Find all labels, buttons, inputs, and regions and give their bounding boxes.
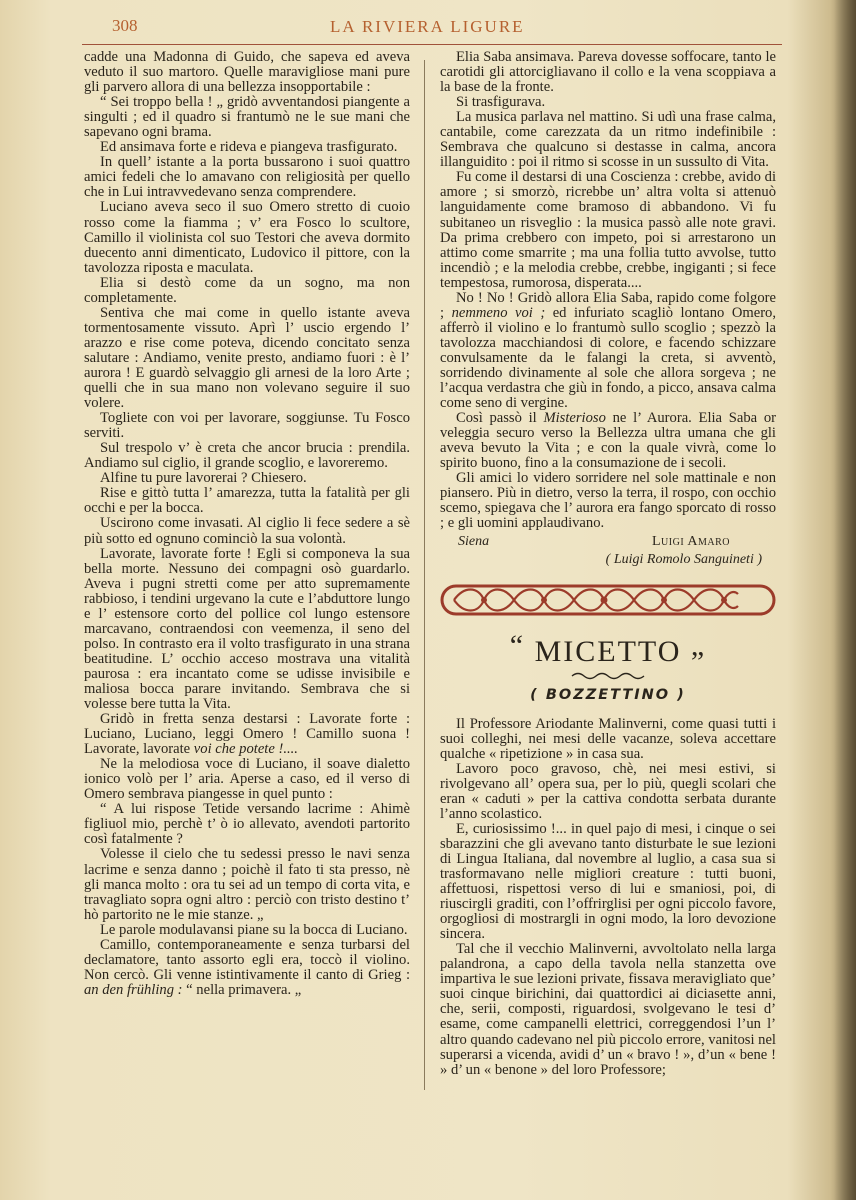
flourish-graphic (568, 670, 648, 682)
paragraph: Ne la melodiosa voce di Luciano, il soave dialetto ionico volò per l’ aria. Aperse a caso, ed il verso di Omero sembrava piangesse in quel punto : (84, 756, 410, 803)
paragraph: Si trasfigurava. (456, 94, 546, 111)
text-run: ne l’ Aurora. Elia Saba or veleggia securo verso la Bellezza ultra umana che gli aveva bevuto la Vita ; e con la quale vivrà, come lo spirito buono, fino a la consumazione de i secoli. (440, 410, 776, 472)
header-rule (82, 44, 782, 45)
article-subtitle: ( BOZZETTINO ) (530, 686, 686, 703)
page-header (0, 14, 856, 44)
text-run: Camillo, contemporaneamente e senza turbarsi del declamatore, tanto assorto egli era, toccò il violino. Non cercò. Gli venne istintivamente il canto di Grieg : (84, 936, 410, 983)
article-title-text: MICETTO (534, 634, 682, 668)
paragraph: Tal che il vecchio Malinverni, avvoltolato nella larga palandrona, a capo della tavola nella stanzetta ove impartiva le sue lezioni private, fissava meravigliato que’ suoi cinque birichini, dai quattordici ai diciasette anni, che, serii, composti, riguardosi, svolgevano le tesi d’ esame, come campanelli elettrici, correggendosi l’un l’ altro quando cadevano nel più piccolo errore, vanitosi nel superarsi a vicenda, avidi d’ un « bravo ! », d’un « bene ! » d’ un « benone » del loro Professore; (440, 941, 776, 1078)
italic-run: nemmeno voi ; (451, 304, 546, 321)
signoff (440, 534, 776, 574)
right-column (440, 50, 776, 1078)
paragraph: Uscirono come invasati. Al ciglio li fece sedere a sè più sotto ed ognuno cominciò la sua volontà. (84, 515, 410, 547)
paragraph: Togliete con voi per lavorare, soggiunse. Tu Fosco serviti. (84, 410, 410, 442)
paragraph: Il Professore Ariodante Malinverni, come quasi tutti i suoi colleghi, nei mesi delle vacanze, soleva accettare qualche « ripetizione » in casa sua. (440, 715, 776, 762)
page-number: 308 (112, 16, 138, 35)
column-divider (424, 60, 425, 1090)
paragraph: Lavorate, lavorate forte ! Egli si componeva la sua bella morte. Nessuno dei compagni osò guardarlo. Aveva i pugni stretti come per atto supremamente rabbioso, i tendini urgevano la cute e l’abduttore lungo e l’ estensore corto del pollice col lungo estensore marcavano, contraendosi con veemenza, il seno del polso. In contrasto era il volto trasfigurato in una strana beatitudine. L’ occhio acceso mostrava una vitalità paurosa : era incantato come se udisse invisibile e maliosa bocca parare invitando. Sembrava che si volesse bere tutta la Vita. (84, 545, 410, 713)
running-title: LA RIVIERA LIGURE (330, 17, 525, 36)
paragraph: “ Sei troppo bella ! „ gridò avventandosi piangente a singulti ; ed il quadro si frantumò ne le sue mani che sapevano ogni brama. (84, 94, 410, 141)
paragraph (84, 712, 410, 757)
paragraph: Sul trespolo v’ è creta che ancor brucia : prendila. Andiamo sul ciglio, il grande scoglio, e lavoreremo. (84, 440, 410, 472)
paragraph: Sentiva che mai come in quello istante aveva tormentosamente vissuto. Aprì l’ uscio ergendo l’ arazzo e rise come poteva, dicendo concitato senza salutare : Andiamo, venite presto, andiamo fuori : è l’ aurora ! E guardò selvaggio gli arnesi de la loro Arte ; quelli che in sua mano non volevano seguire il suo volere. (84, 304, 410, 412)
ornament-divider-graphic (440, 582, 776, 618)
paragraph: Elia si destò come da un sogno, ma non completamente. (84, 274, 410, 306)
signoff-pseudonym: ( Luigi Romolo Sanguineti ) (605, 551, 762, 567)
title-flourish (440, 670, 776, 684)
open-quote: “ (509, 628, 526, 662)
paragraph: Gli amici lo videro sorridere nel sole mattinale e non piansero. Più in dietro, verso la terra, il rospo, con occhio scemo, spiegava che l’ aurora era fango sporcato di rosso ; e gli uomini applaudivano. (440, 470, 776, 532)
paragraph (84, 938, 410, 998)
paragraph: E, curiosissimo !... in quel pajo di mesi, i cinque o sei sbarazzini che gli avevano tanto disturbate le sue lezioni di Lingua Italiana, dal novembre al luglio, a casa sua si trasformavano nelle migliori creature : tutti buoni, affettuosi, rispettosi verso di lui e smaniosi, poi, di riuscirgli graditi, con l’offrirglisi per ogni piccolo favore, orgogliosi di mostrargli in ogni modo, la loro devozione sincera. (440, 820, 776, 943)
signoff-place: Siena (458, 533, 490, 549)
italic-run: voi che potete !.... (193, 741, 298, 758)
paragraph (440, 411, 776, 471)
paragraph: Lavoro poco gravoso, chè, nei mesi estivi, si rivolgevano all’ opera sua, per lo più, quegli scolari che eran « caduti » per la cattiva condotta serbata durante l’anno scolastico. (440, 760, 776, 822)
close-quote: „ (690, 628, 707, 662)
paragraph: cadde una Madonna di Guido, che sapeva ed aveva veduto il suo martoro. Quelle maravigliose mani pure gli parvero allora di una bellezza insopportabile : (84, 49, 410, 96)
text-run: No ! No ! Gridò allora Elia Saba, rapido come folgore ; (440, 289, 776, 321)
text-run: Gridò in fretta senza destarsi : Lavorate forte : Luciano, Luciano, leggi Omero ! Camillo suona ! Lavorate, lavorate (84, 711, 410, 758)
text-run: “ nella primavera. „ (182, 981, 302, 998)
ornament-divider (440, 582, 776, 618)
left-column (84, 50, 410, 998)
paragraph: Ed ansimava forte e rideva e piangeva trasfigurato. (100, 139, 398, 156)
text-run: ed infuriato scagliò lontano Omero, afferrò il violino e lo frantumò sullo scoglio ; spezzò la tavolozza macchiandosi di colore, e facendo schizzare convulsamente da le falangi la creta, si avventò, sorridendo divinamente al sole che allora sorgeva ; ne l’acqua verdastra che giù in fondo, a picco, ansava calma come seno di vergine. (440, 304, 776, 412)
paragraph: Luciano aveva seco il suo Omero stretto di cuoio rosso come la fiamma ; v’ era Fosco lo scultore, Camillo il violinista col suo Testori che aveva dormito duecento anni dimenticato, Ludovico il pittore, con la tavolozza riposta e maculata. (84, 199, 410, 276)
italic-run: an den frühling : (84, 981, 183, 998)
paragraph: Fu come il destarsi di una Coscienza : crebbe, avido di amore ; si smorzò, ricrebbe un’ altra volta si attenuò languidamente come bramoso di abbandono. Vi fu subitaneo un risveglio : la musica passò alle note gravi. Da prima crebbero con impeto, poi si arrestarono un attimo come smarrite ; ma una follia tutto avvolse, tutto incendiò ; e la melodia crebbe, crebbe, ingiganti ; si fece tempestosa, rumorosa, disperata.... (440, 169, 776, 291)
paragraph: Le parole modulavansi piane su la bocca di Luciano. (100, 921, 408, 938)
text-run: Così passò il (456, 410, 544, 427)
paragraph: In quell’ istante a la porta bussarono i suoi quattro amici fedeli che lo amavano con religiosità per quello che in Lui intravvedevano senza comprendere. (84, 154, 410, 201)
paragraph: Alfine tu pure lavorerai ? Chiesero. (100, 470, 307, 487)
article-title (440, 628, 776, 670)
paragraph: Rise e gittò tutta l’ amarezza, tutta la fatalità per gli occhi e per la bocca. (84, 485, 410, 517)
page-edge-shadow (834, 0, 856, 1200)
italic-run: Misterioso (543, 410, 606, 427)
paragraph (440, 291, 776, 411)
signoff-author: Luigi Amaro (652, 533, 730, 549)
paragraph: Elia Saba ansimava. Pareva dovesse soffocare, tanto le carotidi gli attorcigliavano il collo e la vena scoppiava a la base de la fronte. (440, 49, 776, 96)
paragraph: Volesse il cielo che tu sedessi presso le navi senza lacrime e senza danno ; poichè il fato ti sta presso, nè gli manca molto : ora tu sei ad un tempo di corta vita, e travagliato sopra ogni altro : perciò con tristo destino t’ hò partorito ne le mie stanze. „ (84, 846, 410, 923)
paragraph: “ A lui rispose Tetide versando lacrime : Ahimè figliuol mio, perchè t’ ò io allevato, avendoti partorito così fatalmente ? (84, 801, 410, 848)
paragraph: La musica parlava nel mattino. Si udì una frase calma, cantabile, come carezzata da un ritmo indefinibile : Sembrava che qualcuno si destasse in calma, ancora illanguidito : poi il ritmo si scosse in un sussulto di Vita. (440, 109, 776, 171)
